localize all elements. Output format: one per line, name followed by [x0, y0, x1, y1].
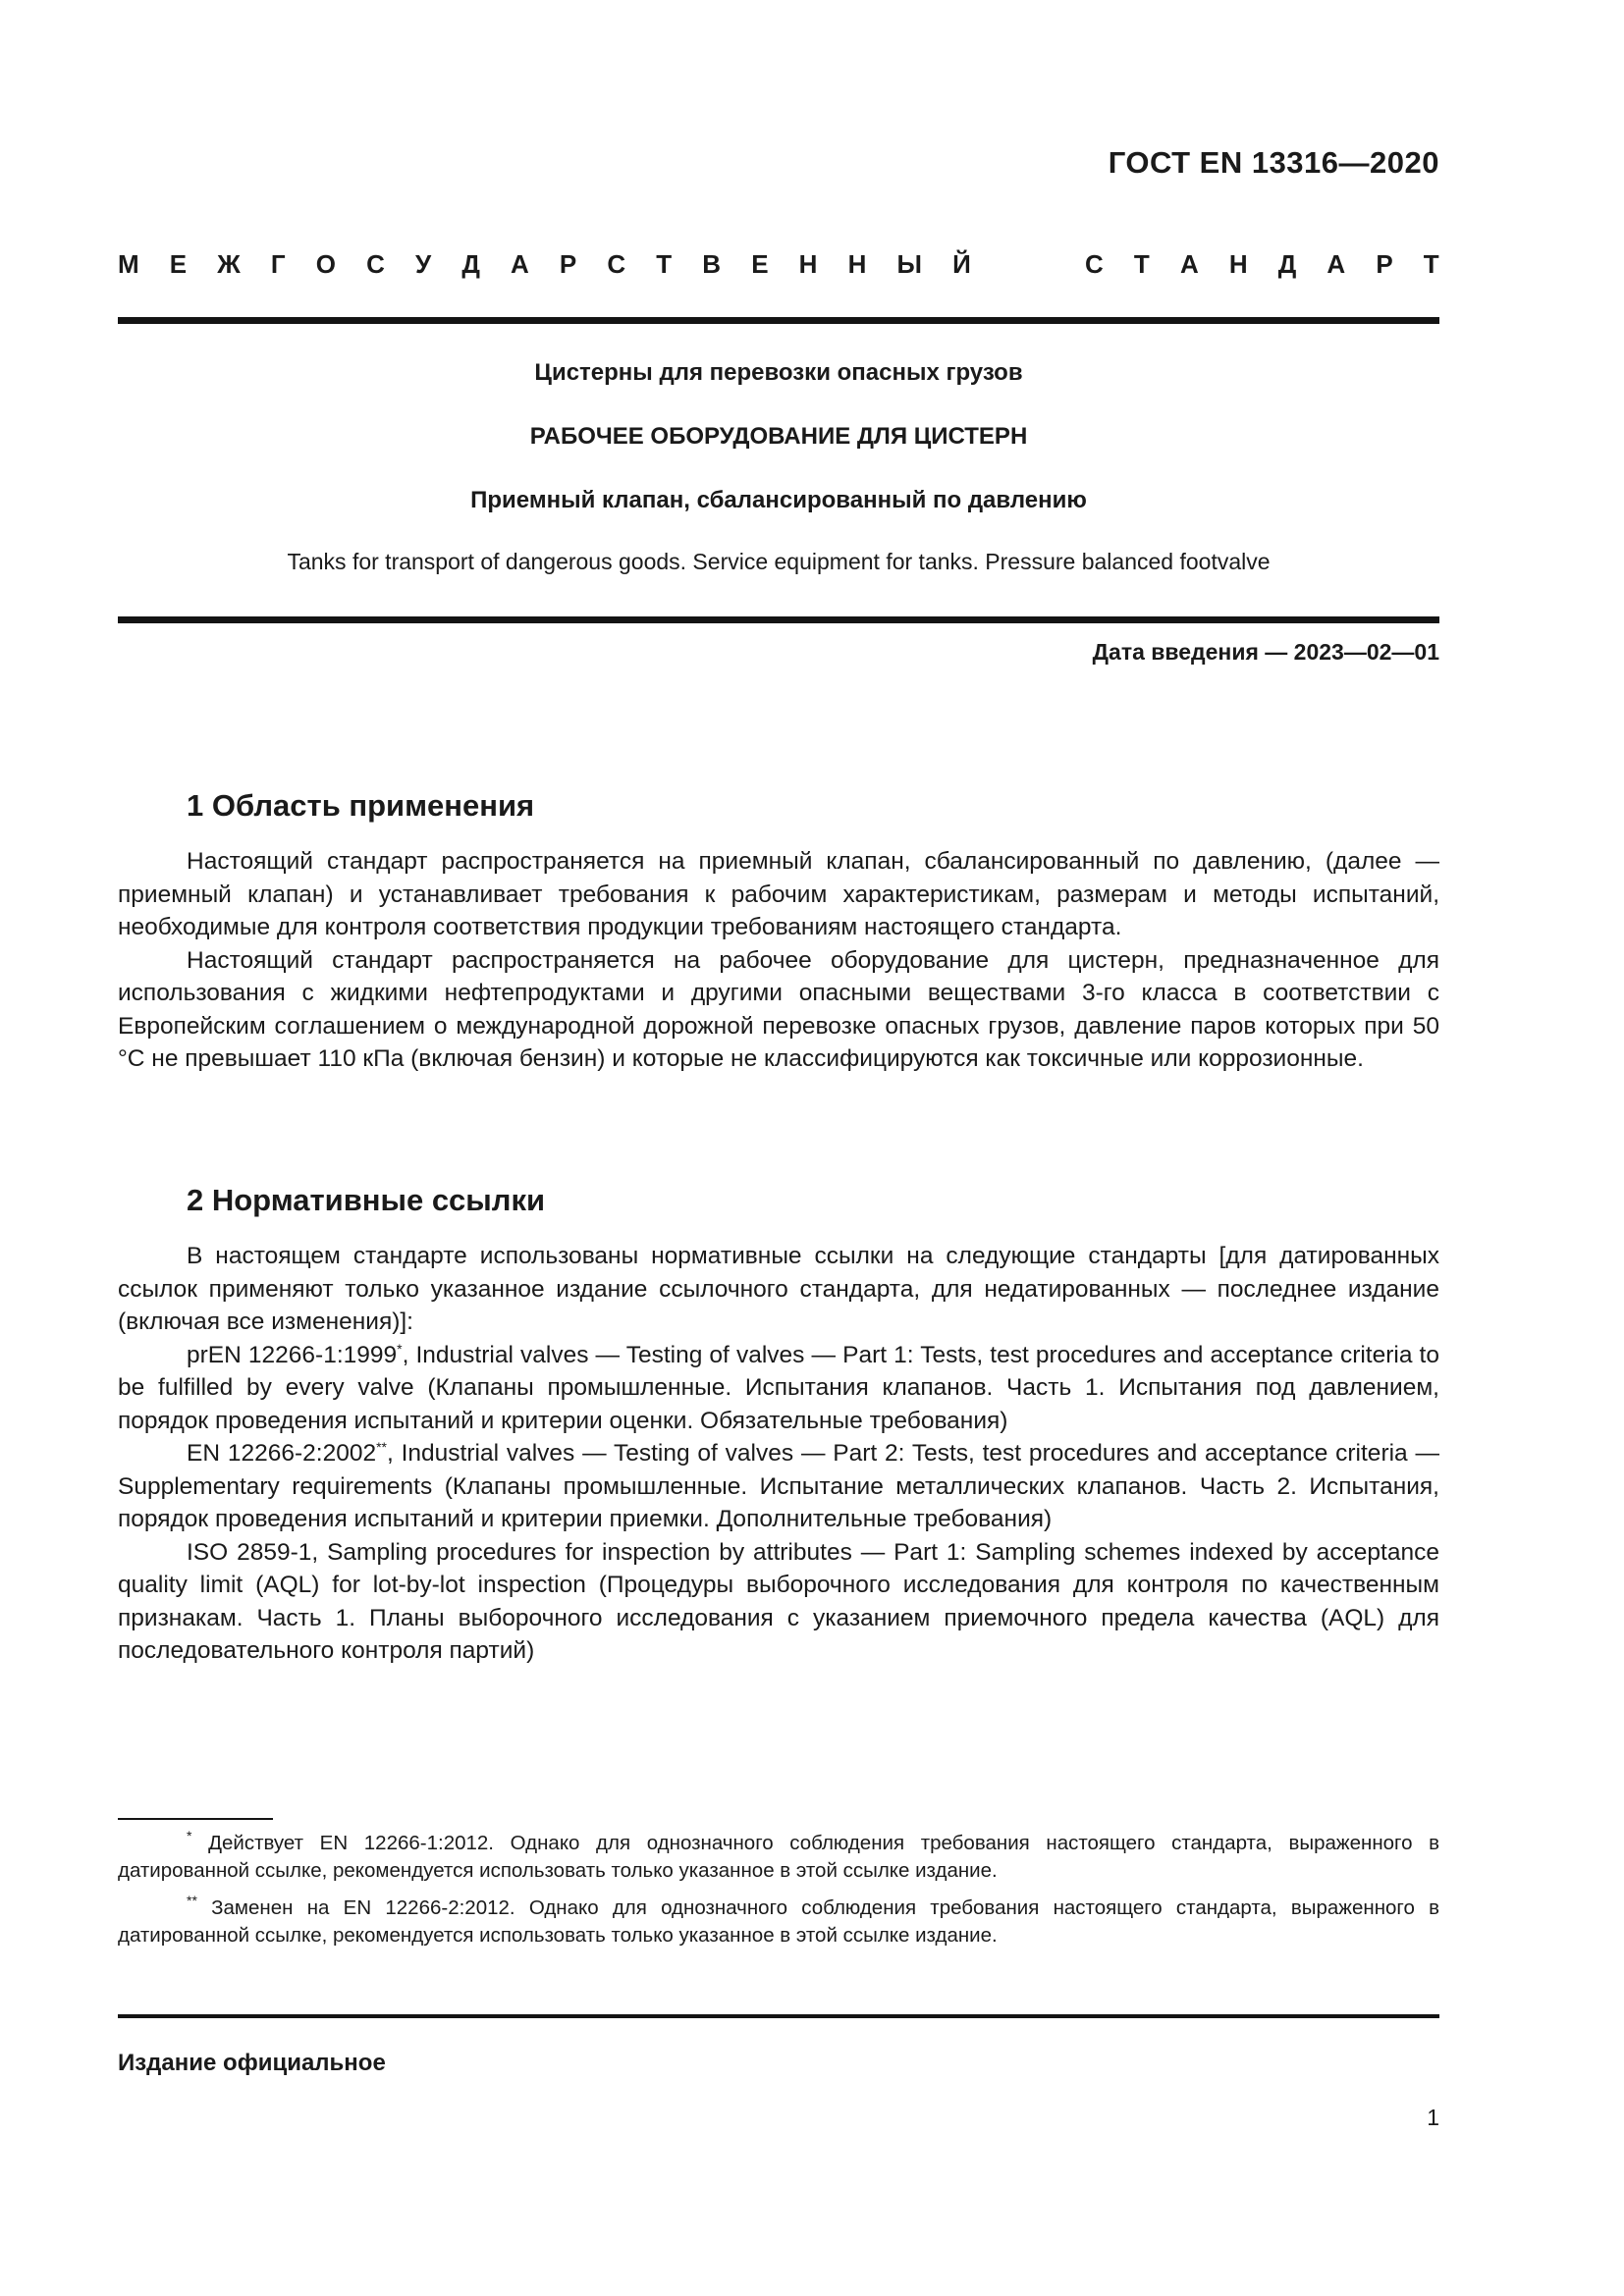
standard-banner — [118, 249, 1439, 280]
banner-letter: Н — [847, 249, 867, 279]
title-english: Tanks for transport of dangerous goods. Service equipment for tanks. Pressure balanced footvalve — [287, 549, 1271, 574]
title-sub: Приемный клапан, сбалансированный по давлению — [470, 487, 1087, 513]
footnote-mark: * — [397, 1340, 403, 1357]
banner-letter: У — [415, 249, 432, 279]
title-main: РАБОЧЕЕ ОБОРУДОВАНИЕ ДЛЯ ЦИСТЕРН — [529, 423, 1028, 450]
banner-letter: Й — [952, 249, 971, 279]
banner-letter: Е — [751, 249, 769, 279]
reference-item: ISO 2859-1, Sampling procedures for inspection by attributes — Part 1: Sampling schemes indexed by acceptance quality limit (AQL) for lot-by-lot inspection (Процедуры выборочного исследования для контроля по качественным признакам. Часть 1. Планы выборочного исследования с указанием приемочного предела качества (AQL) для последовательного контроля партий) — [118, 1538, 1439, 1664]
introduction-date: Дата введения — 2023—02—01 — [1092, 639, 1439, 665]
banner-letter: Т — [1423, 249, 1439, 279]
banner-letter: О — [315, 249, 336, 279]
reference-item — [118, 1437, 1439, 1536]
paragraph: В настоящем стандарте использованы нормативные ссылки на следующие стандарты [для датированных ссылок применяют только указанное издание ссылочного стандарта, для недатированных — последнее издание (включая все изменения)]: — [118, 1243, 1439, 1335]
header-rule-bottom — [118, 616, 1439, 623]
banner-letter: М — [118, 249, 139, 279]
footnote — [118, 1895, 1439, 1949]
title-group: Цистерны для перевозки опасных грузов — [534, 359, 1023, 386]
footnote-mark: ** — [376, 1439, 387, 1455]
banner-letter: Н — [798, 249, 818, 279]
section-1-body — [118, 845, 1439, 1076]
banner-letter: Т — [1133, 249, 1150, 279]
banner-letter: Ж — [217, 249, 241, 279]
footnote-text: Действует EN 12266-1:2012. Однако для однозначного соблюдения требования настоящего стандарта, выраженного в датированной ссылке, рекомендуется использовать только указанное в этой ссылке издание. — [118, 1832, 1439, 1882]
page-number: 1 — [1427, 2105, 1439, 2130]
footnote-mark: ** — [187, 1893, 197, 1908]
footer-rule — [118, 2014, 1439, 2018]
banner-letter: Ы — [896, 249, 922, 279]
banner-gap — [1001, 249, 1055, 280]
banner-letter: А — [1326, 249, 1346, 279]
banner-letter: Р — [1376, 249, 1393, 279]
footnote-separator — [118, 1818, 273, 1820]
reference-code: EN 12266-2:2002 — [187, 1440, 377, 1467]
edition-label: Издание официальное — [118, 2050, 386, 2076]
reference-text: , Industrial valves — Testing of valves — Part 2: Tests, test procedures and acceptance criteria — Supplementary requirements (Клапаны промышленные. Испытание металлических клапанов. Часть 2. Испытания, порядок проведения испытаний и критерии приемки. Дополнительные требования) — [118, 1440, 1439, 1532]
footnote — [118, 1830, 1439, 1885]
paragraph: Настоящий стандарт распространяется на приемный клапан, сбалансированный по давлению, (далее — приемный клапан) и устанавливает требования к рабочим характеристикам, размерам и методы испытаний, необходимые для контроля соответствия продукции требованиям настоящего стандарта. — [118, 848, 1439, 940]
banner-letter: С — [607, 249, 626, 279]
banner-letter: Г — [270, 249, 286, 279]
banner-letter: Т — [656, 249, 673, 279]
banner-letter: С — [1085, 249, 1104, 279]
footnote-text: Заменен на EN 12266-2:2012. Однако для однозначного соблюдения требования настоящего стандарта, выраженного в датированной ссылке, рекомендуется использовать только указанное в этой ссылке издание. — [118, 1896, 1439, 1947]
banner-letter: Р — [559, 249, 577, 279]
banner-letter: С — [366, 249, 385, 279]
footnotes — [118, 1830, 1439, 1959]
footnote-mark: * — [187, 1828, 192, 1843]
section-2-heading: 2 Нормативные ссылки — [187, 1183, 546, 1217]
header-rule-top — [118, 317, 1439, 324]
banner-letter: Д — [1277, 249, 1297, 279]
section-1-heading: 1 Область применения — [187, 788, 535, 823]
section-2-body — [118, 1240, 1439, 1668]
reference-code: prEN 12266-1:1999 — [187, 1341, 398, 1368]
banner-letter: В — [702, 249, 722, 279]
banner-letter: Н — [1228, 249, 1248, 279]
reference-text: , Industrial valves — Testing of valves — Part 1: Tests, test procedures and acceptance criteria to be fulfilled by every valve (Клапаны промышленные. Испытания клапанов. Часть 1. Испытания под давлением, порядок проведения испытаний и критерии оценки. Обязательные требования) — [118, 1341, 1439, 1434]
banner-letter: Д — [461, 249, 480, 279]
reference-item — [118, 1339, 1439, 1438]
banner-letter: А — [1179, 249, 1199, 279]
banner-letter: А — [511, 249, 529, 279]
standard-code: ГОСТ EN 13316—2020 — [1108, 145, 1439, 180]
banner-letter: Е — [169, 249, 188, 279]
paragraph: Настоящий стандарт распространяется на рабочее оборудование для цистерн, предназначенное для использования с жидкими нефтепродуктами и другими опасными веществами 3-го класса в соответствии с Европейским соглашением о международной дорожной перевозке опасных грузов, давление паров которых при 50 °C не превышает 110 кПа (включая бензин) и которые не классифицируются как токсичные или коррозионные. — [118, 946, 1439, 1072]
